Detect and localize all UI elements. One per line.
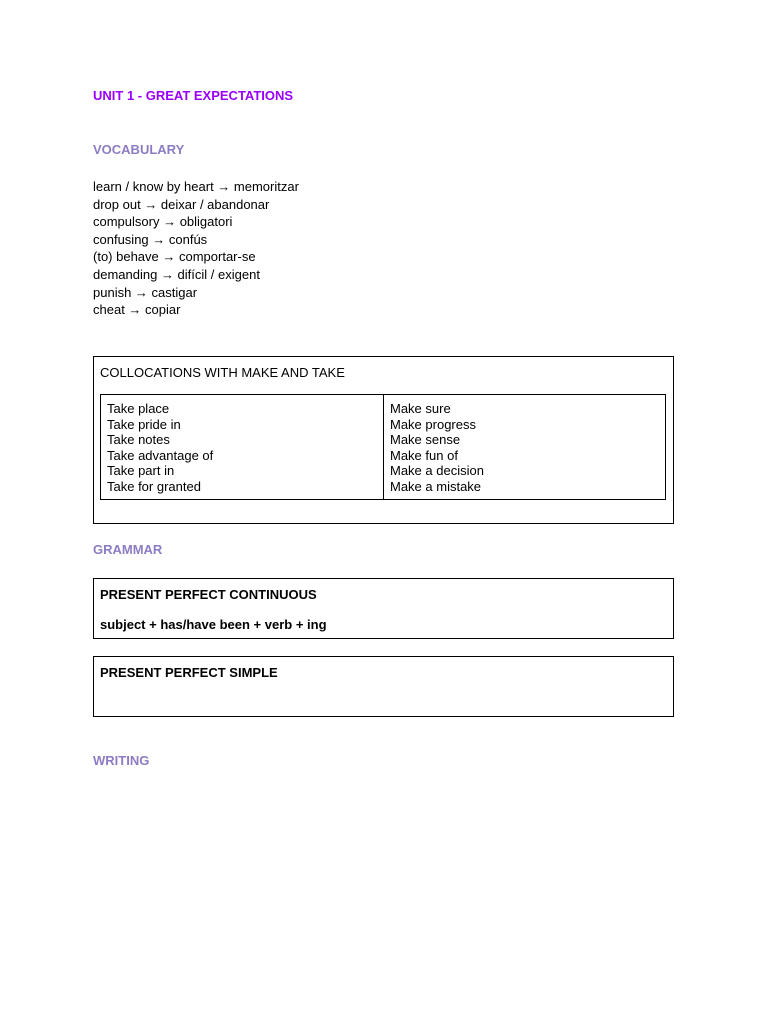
take-collocation: Take advantage of bbox=[107, 447, 214, 463]
make-collocation: Make a decision bbox=[390, 463, 484, 478]
collocations-table bbox=[100, 394, 666, 500]
make-collocation: Make sure bbox=[390, 401, 451, 416]
present-perfect-continuous-box bbox=[93, 578, 674, 639]
vocab-item: demanding → difícil / exigent bbox=[93, 266, 260, 282]
make-collocation: Make progress bbox=[390, 416, 476, 432]
vocabulary-heading: VOCABULARY bbox=[93, 142, 185, 157]
vocab-item: (to) behave → comportar-se bbox=[93, 249, 256, 265]
vocab-item: cheat → copiar bbox=[93, 302, 181, 318]
grammar-heading: GRAMMAR bbox=[93, 542, 163, 557]
take-collocation: Take pride in bbox=[107, 416, 181, 432]
present-perfect-simple-box bbox=[93, 656, 674, 717]
take-collocation: Take place bbox=[107, 401, 170, 416]
make-collocation: Make sense bbox=[390, 432, 461, 447]
vocab-item: confusing → confús bbox=[93, 231, 208, 247]
vocab-item: compulsory → obligatori bbox=[93, 214, 233, 230]
ppc-title: PRESENT PERFECT CONTINUOUS bbox=[100, 587, 317, 602]
take-collocation: Take notes bbox=[107, 432, 170, 447]
pps-title: PRESENT PERFECT SIMPLE bbox=[100, 665, 278, 680]
make-collocation: Make fun of bbox=[390, 447, 458, 463]
vocabulary-list bbox=[93, 178, 299, 319]
page-title: UNIT 1 - GREAT EXPECTATIONS bbox=[93, 88, 294, 103]
take-column bbox=[101, 395, 384, 499]
vocab-item: punish → castigar bbox=[93, 284, 198, 300]
take-collocation: Take for granted bbox=[107, 478, 201, 494]
collocations-box bbox=[93, 356, 674, 524]
collocations-heading: COLLOCATIONS WITH MAKE AND TAKE bbox=[100, 365, 345, 380]
ppc-formula: subject + has/have been + verb + ing bbox=[100, 617, 327, 632]
make-collocation: Make a mistake bbox=[390, 478, 482, 494]
vocab-item: learn / know by heart → memoritzar bbox=[93, 179, 299, 194]
make-column bbox=[384, 395, 665, 499]
vocab-item: drop out → deixar / abandonar bbox=[93, 196, 270, 212]
take-collocation: Take part in bbox=[107, 463, 175, 478]
writing-heading: WRITING bbox=[93, 753, 150, 768]
